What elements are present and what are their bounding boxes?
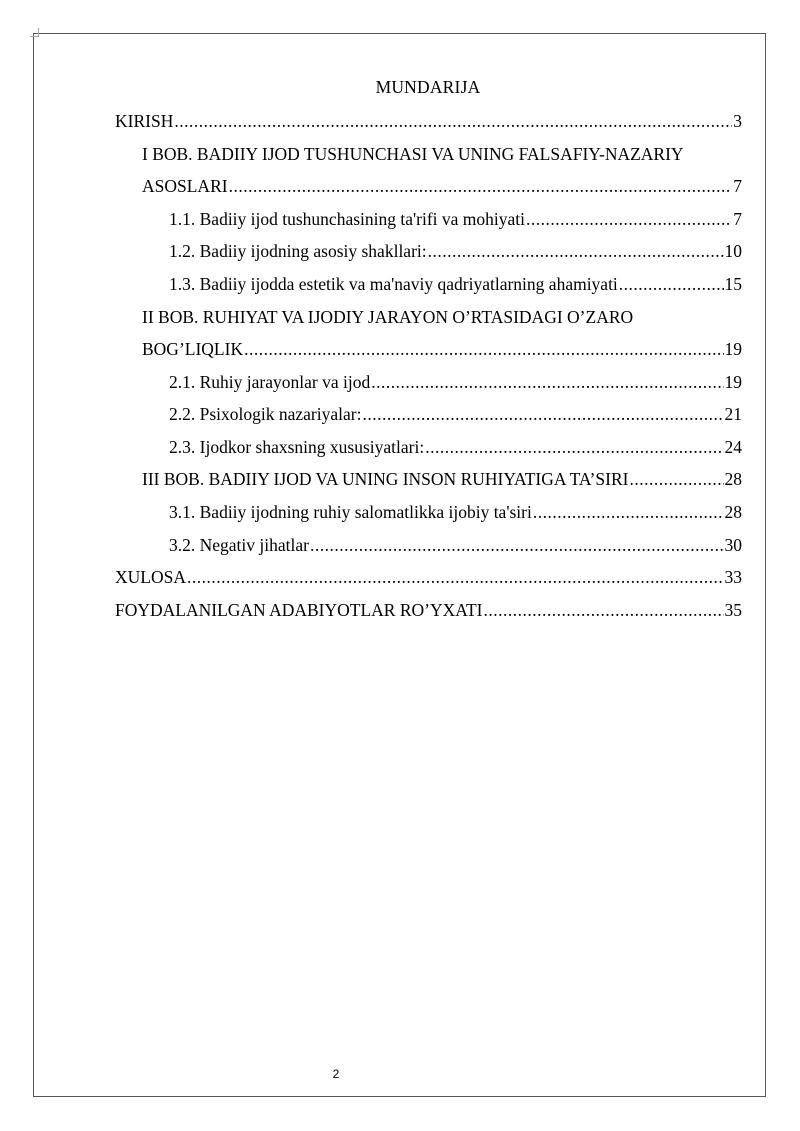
toc-page-number: 15: [724, 274, 742, 294]
toc-page-number: 10: [724, 241, 742, 261]
toc-entry-label: 1.1. Badiiy ijod tushunchasining ta'rifi va mohiyati: [169, 209, 526, 229]
toc-entry-1-3[interactable]: [169, 274, 742, 294]
toc-entry-3-2[interactable]: [169, 535, 742, 555]
toc-leader-dots: [244, 339, 723, 359]
toc-leader-dots: [371, 372, 723, 392]
toc-page-number: 19: [724, 372, 742, 392]
toc-entry-label: 2.1. Ruhiy jarayonlar va ijod: [169, 372, 371, 392]
toc-leader-dots: [425, 437, 723, 457]
toc-page-number: 21: [724, 404, 742, 424]
toc-entry-label: 3.1. Badiiy ijodning ruhiy salomatlikka ijobiy ta'siri: [169, 502, 532, 522]
toc-entry-label: 1.3. Badiiy ijodda estetik va ma'naviy qadriyatlarning ahamiyati: [169, 274, 618, 294]
toc-entry-1-2[interactable]: [169, 241, 742, 261]
toc-entry-1-1[interactable]: [169, 209, 742, 229]
toc-page-number: 35: [724, 600, 742, 620]
toc-entry-xulosa[interactable]: [115, 567, 742, 587]
toc-leader-dots: [187, 567, 724, 587]
toc-entry-label: 1.2. Badiiy ijodning asosiy shakllari:: [169, 241, 427, 261]
toc-title: MUNDARIJA: [375, 77, 481, 97]
toc-entry-bob1-line1[interactable]: I BOB. BADIIY IJOD TUSHUNCHASI VA UNING FALSAFIY-NAZARIY: [142, 144, 684, 164]
toc-leader-dots: [362, 404, 723, 424]
toc-leader-dots: [619, 274, 724, 294]
toc-page-number: 24: [724, 437, 742, 457]
toc-entry-label: KIRISH: [115, 111, 174, 131]
toc-entry-label: BOG’LIQLIK: [142, 339, 244, 359]
page-number: 2: [332, 1067, 340, 1081]
toc-entry-label: XULOSA: [115, 567, 186, 587]
toc-entry-label: FOYDALANILGAN ADABIYOTLAR RO’YXATI: [115, 600, 483, 620]
toc-entry-bob3[interactable]: [142, 469, 742, 489]
toc-entry-label: 2.3. Ijodkor shaxsning xususiyatlari:: [169, 437, 425, 457]
toc-entry-kirish[interactable]: [115, 111, 742, 131]
toc-page-number: 28: [724, 502, 742, 522]
toc-leader-dots: [229, 176, 733, 196]
toc-entry-foydalanilgan[interactable]: [115, 600, 742, 620]
toc-leader-dots: [310, 535, 724, 555]
toc-entry-label: 3.2. Negativ jihatlar: [169, 535, 309, 555]
toc-entry-3-1[interactable]: [169, 502, 742, 522]
toc-entry-label: ASOSLARI: [142, 176, 228, 196]
toc-entry-label: 2.2. Psixologik nazariyalar:: [169, 404, 362, 424]
toc-entry-label: III BOB. BADIIY IJOD VA UNING INSON RUHIYATIGA TA’SIRI: [142, 469, 629, 489]
toc-page-number: 7: [733, 209, 742, 229]
corner-mark: [30, 28, 39, 37]
toc-entry-2-2[interactable]: [169, 404, 742, 424]
toc-page-number: 3: [733, 111, 742, 131]
toc-page-number: 19: [724, 339, 742, 359]
toc-leader-dots: [174, 111, 732, 131]
toc-entry-2-1[interactable]: [169, 372, 742, 392]
toc-leader-dots: [533, 502, 724, 522]
toc-page-number: 7: [733, 176, 742, 196]
toc-entry-bob1[interactable]: [142, 176, 742, 196]
toc-page-number: 30: [724, 535, 742, 555]
toc-entry-bob2-line1[interactable]: II BOB. RUHIYAT VA IJODIY JARAYON O’RTASIDAGI O’ZARO: [142, 307, 634, 327]
toc-leader-dots: [483, 600, 723, 620]
toc-leader-dots: [526, 209, 732, 229]
toc-leader-dots: [428, 241, 724, 261]
toc-entry-bob2[interactable]: [142, 339, 742, 359]
toc-entry-2-3[interactable]: [169, 437, 742, 457]
toc-page-number: 28: [724, 469, 742, 489]
toc-leader-dots: [630, 469, 724, 489]
toc-page-number: 33: [724, 567, 742, 587]
